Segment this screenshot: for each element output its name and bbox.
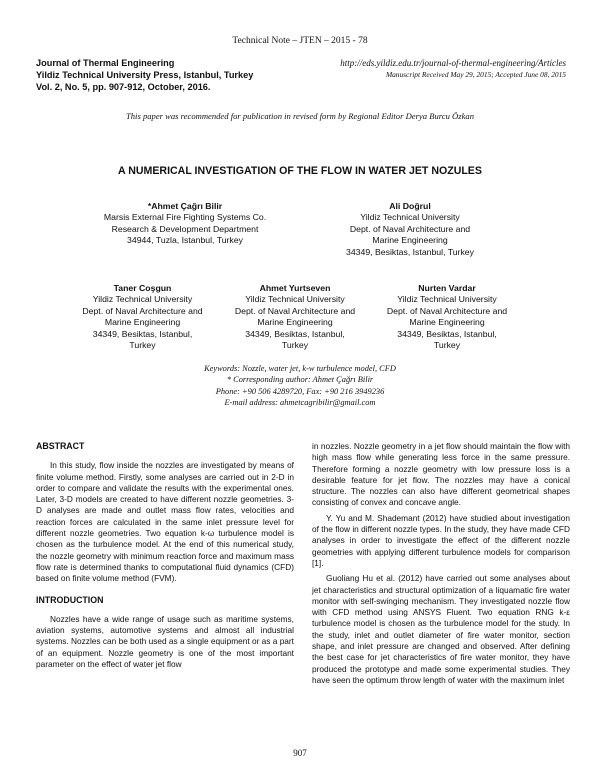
- author-affiliation-line: 34349, Besiktas, Istanbul,: [397, 328, 497, 339]
- author-affiliation-line: Marine Engineering: [257, 317, 333, 328]
- author-name: Nurten Vardar: [418, 283, 476, 293]
- manuscript-dates: Manuscript Received May 29, 2015; Accepted June 08, 2015: [385, 70, 566, 79]
- author-block: [220, 283, 370, 351]
- author-affiliation-line: Marine Engineering: [409, 317, 485, 328]
- body-paragraph: Guoliang Hu et al. (2012) have carried out some analyses about jet characteristics and structural optimization of a liquamatic fire water monitor with self-swinging mechanism. They investigated nozzle flow with CFD method using ANSYS Fluent. Two equation RNG k-ε turbulence model is chosen as the turbulence model for the study. In the study, inlet and outlet diameter of fire water monitor, section shape, and inlet pressure are changed and observed. After defining the best case for jet characteristics of fire water monitor, they have produced the prototype and made some experimental studies. They have seen the optimum throw length of water with the maximum inlet: [312, 573, 570, 685]
- author-name: Ahmet Yurtseven: [259, 283, 331, 293]
- corresponding-author: * Corresponding author: Ahmet Çağrı Bilir: [226, 375, 374, 385]
- author-affiliation-line: 34349, Besiktas, Istanbul, Turkey: [346, 246, 474, 257]
- author-affiliation-line: Marine Engineering: [372, 235, 448, 246]
- author-affiliation-line: 34349, Besiktas, Istanbul,: [245, 328, 345, 339]
- journal-publisher: Yildiz Technical University Press, Istanbul, Turkey: [36, 70, 254, 80]
- paper-meta: [0, 363, 600, 408]
- author-affiliation-line: Research & Development Department: [111, 223, 259, 234]
- page-number: 907: [293, 748, 307, 758]
- introduction-heading: INTRODUCTION: [36, 594, 104, 605]
- author-affiliation-line: Turkey: [281, 340, 309, 351]
- keywords: Keywords: Nozzle, water jet, k-w turbulence model, CFD: [204, 364, 396, 373]
- introduction-text: Nozzles have a wide range of usage such as maritime systems, aviation systems, automotive systems and almost all industrial systems. Nozzles can be both used as a single equipment or as a part of an equipment. Nozzle geometry is one of the most important parameter on the effect of water jet flow: [36, 613, 294, 670]
- abstract-heading: ABSTRACT: [36, 441, 85, 451]
- author-affiliation-line: Yildiz Technical University: [92, 294, 193, 305]
- author-affiliation-line: Turkey: [433, 340, 461, 351]
- body-paragraph: in nozzles. Nozzle geometry in a jet flow should maintain the flow with high mass flow while generating less force in the same pressure. Therefore forming a nozzle geometry with low pressure loss is a desirable feature for jet flow. The nozzles may have a conical structure. The nozzles can also have different geometrical shapes consisting of convex and concave angle.: [312, 441, 570, 508]
- author-block: [310, 201, 510, 258]
- author-block: [372, 283, 522, 351]
- author-name: Taner Coşgun: [113, 283, 172, 293]
- author-affiliation-line: Turkey: [129, 340, 156, 351]
- author-block: [70, 201, 300, 247]
- journal-volume: Vol. 2, No. 5, pp. 907-912, October, 2016.: [36, 82, 211, 92]
- author-block: [65, 283, 220, 351]
- author-affiliation-line: 34349, Besiktas, Istanbul,: [92, 328, 193, 339]
- left-column: [36, 441, 294, 670]
- author-affiliation-line: Marine Engineering: [104, 317, 181, 328]
- author-affiliation-line: 34944, Tuzla, Istanbul, Turkey: [127, 235, 243, 246]
- body-paragraph: Y. Yu and M. Shademant (2012) have studied about investigation of the flow in different nozzle types. In the study, they have made CFD analyses in order to investigate the effect of the different nozzle geometries with applying different turbulence models for comparison [1].: [312, 512, 570, 568]
- journal-links: [340, 57, 566, 81]
- author-affiliation-line: Marsis External Fire Fighting Systems Co.: [103, 212, 267, 223]
- author-affiliation-line: Dept. of Naval Architecture and: [349, 223, 471, 234]
- journal-name: Journal of Thermal Engineering: [36, 58, 175, 68]
- paper-title: A NUMERICAL INVESTIGATION OF THE FLOW IN WATER JET NOZULES: [118, 165, 482, 177]
- editor-note: This paper was recommended for publication in revised form by Regional Editor Derya Burcu Özkan: [125, 111, 474, 121]
- author-name: *Ahmet Çağrı Bilir: [147, 201, 223, 211]
- author-affiliation-line: Dept. of Naval Architecture and: [82, 305, 203, 316]
- author-affiliation-line: Yildiz Technical University: [360, 212, 460, 223]
- journal-url[interactable]: http://eds.yildiz.edu.tr/journal-of-thermal-engineering/Articles: [340, 58, 566, 68]
- journal-info: [36, 57, 253, 93]
- author-name: Ali Doğrul: [389, 201, 431, 211]
- contact-phone: Phone: +90 506 4289720, Fax: +90 216 3949236: [215, 386, 385, 396]
- author-affiliation-line: Yildiz Technical University: [397, 294, 497, 305]
- abstract-text: In this study, flow inside the nozzles are investigated by means of finite volume method. Firstly, some analyses are carried out in 2-D in order to compare and validate the results with the experimental ones. Later, 3-D models are created to have different nozzle geometries. 3-D analyses are made and outlet mass flow rates, velocities and reaction forces are calculated in the same inlet pressure level for different nozzle geometries. Two equation k-ω turbulence model is chosen as the turbulence model. At the end of this numerical study, the nozzle geometry with minimum reaction force and maximum mass flow rate is determined thanks to computational fluid dynamics (CFD) based on finite volume method (FVM).: [36, 460, 294, 584]
- right-column: [312, 441, 570, 686]
- author-affiliation-line: Dept. of Naval Architecture and: [234, 305, 356, 316]
- technical-note-header: Technical Note – JTEN – 2015 - 78: [232, 36, 368, 46]
- author-affiliation-line: Dept. of Naval Architecture and: [386, 305, 508, 316]
- author-affiliation-line: Yildiz Technical University: [245, 294, 345, 305]
- contact-email[interactable]: E-mail address: ahmetcagribilir@gmail.com: [224, 397, 376, 407]
